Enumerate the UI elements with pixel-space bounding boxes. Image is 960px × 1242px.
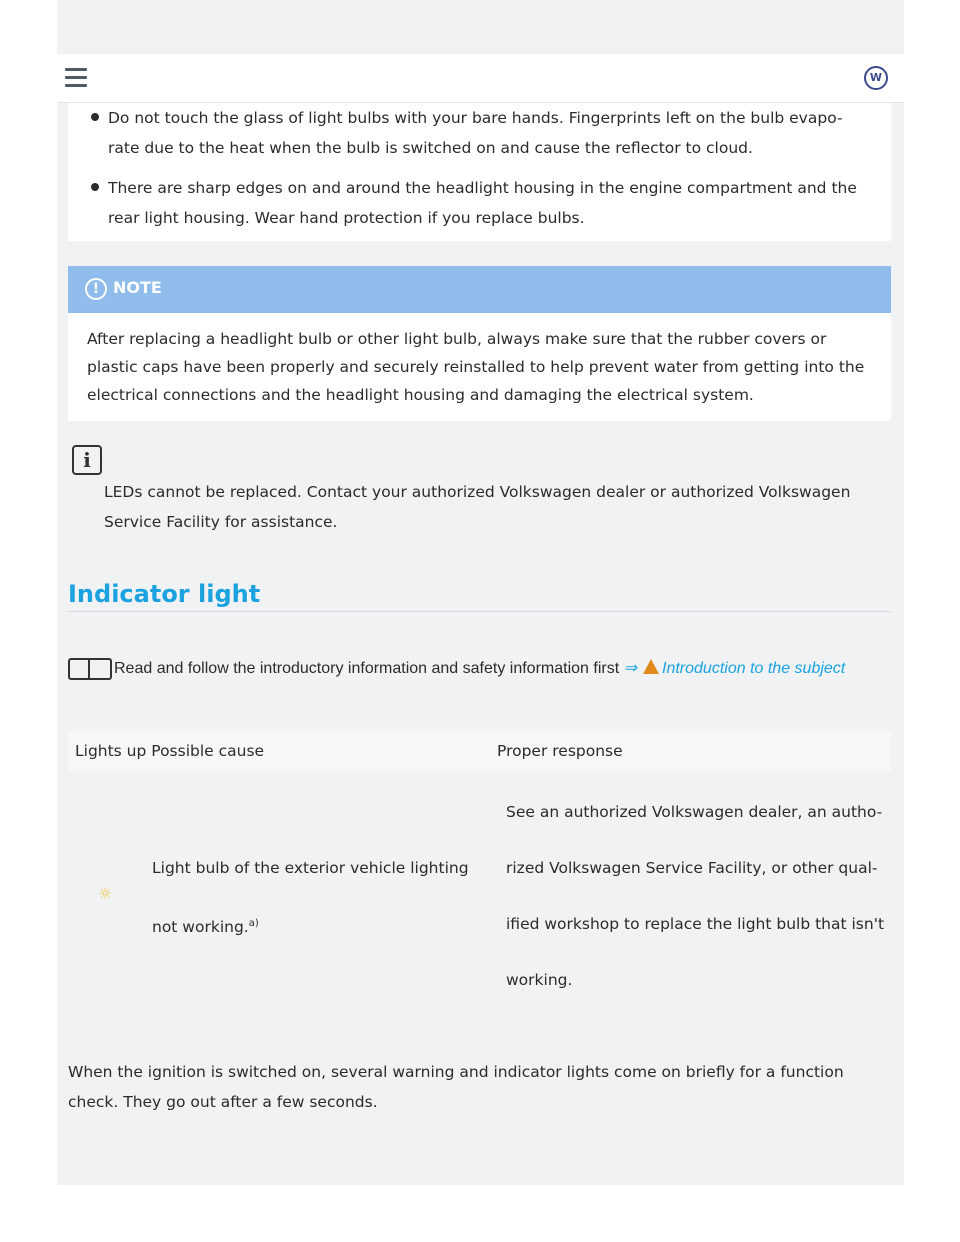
footer-text: When the ignition is switched on, several warning and indicator lights come on briefly for a function check. They go out after a few seconds. — [68, 1063, 844, 1111]
exclamation-circle-icon: ! — [85, 278, 107, 300]
cause-footnote: a) — [248, 918, 259, 929]
note-header — [68, 266, 891, 313]
warning-bullet-sharp-edges: There are sharp edges on and around the headlight housing in the engine compartment and the rear light housing. Wear hand protection if you replace bulbs. — [108, 173, 873, 233]
table-cell-response: See an authorized Volkswagen dealer, an autho-rized Volkswagen Service Facility, or other qual-ified workshop to replace the light bulb that isn't working. — [506, 803, 885, 989]
intro-arrow[interactable]: ⇒ — [623, 660, 638, 677]
warning-triangle-icon — [643, 659, 659, 674]
hamburger-menu-icon[interactable] — [65, 68, 87, 88]
note-text: After replacing a headlight bulb or other light bulb, always make sure that the rubber covers or plastic caps have been properly and securely reinstalled to help prevent water from getting into the electrical connections and the headlight housing and damaging the electrical system. — [87, 330, 865, 404]
table-header-lights-up-cause: Lights up Possible cause — [75, 742, 265, 760]
table-header-response: Proper response — [497, 742, 623, 760]
vw-logo-icon[interactable]: W — [864, 66, 888, 90]
table-header-row — [68, 731, 891, 771]
section-divider — [68, 611, 891, 612]
top-bar — [57, 54, 904, 103]
read-and-follow-line — [68, 655, 891, 683]
warning-box — [68, 103, 891, 241]
intro-text: Read and follow the introductory information and safety information first — [114, 660, 620, 677]
info-text: LEDs cannot be replaced. Contact your authorized Volkswagen dealer or authorized Volkswagen Service Facility for assistance. — [104, 483, 851, 531]
light-bulb-warning-icon: ☼ — [97, 884, 113, 903]
info-icon: i — [72, 445, 102, 475]
warning-bullet-fingerprints: Do not touch the glass of light bulbs with your bare hands. Fingerprints left on the bulb evapo-rate due to the heat when the bulb is switched on and cause the reflector to cloud. — [108, 103, 873, 163]
section-title: Indicator light — [68, 580, 261, 608]
note-body — [68, 313, 891, 421]
cause-text: Light bulb of the exterior vehicle lighting not working. — [152, 859, 469, 937]
note-title: NOTE — [113, 278, 162, 297]
intro-link[interactable]: Introduction to the subject — [662, 660, 846, 677]
table-cell-cause — [152, 840, 482, 955]
